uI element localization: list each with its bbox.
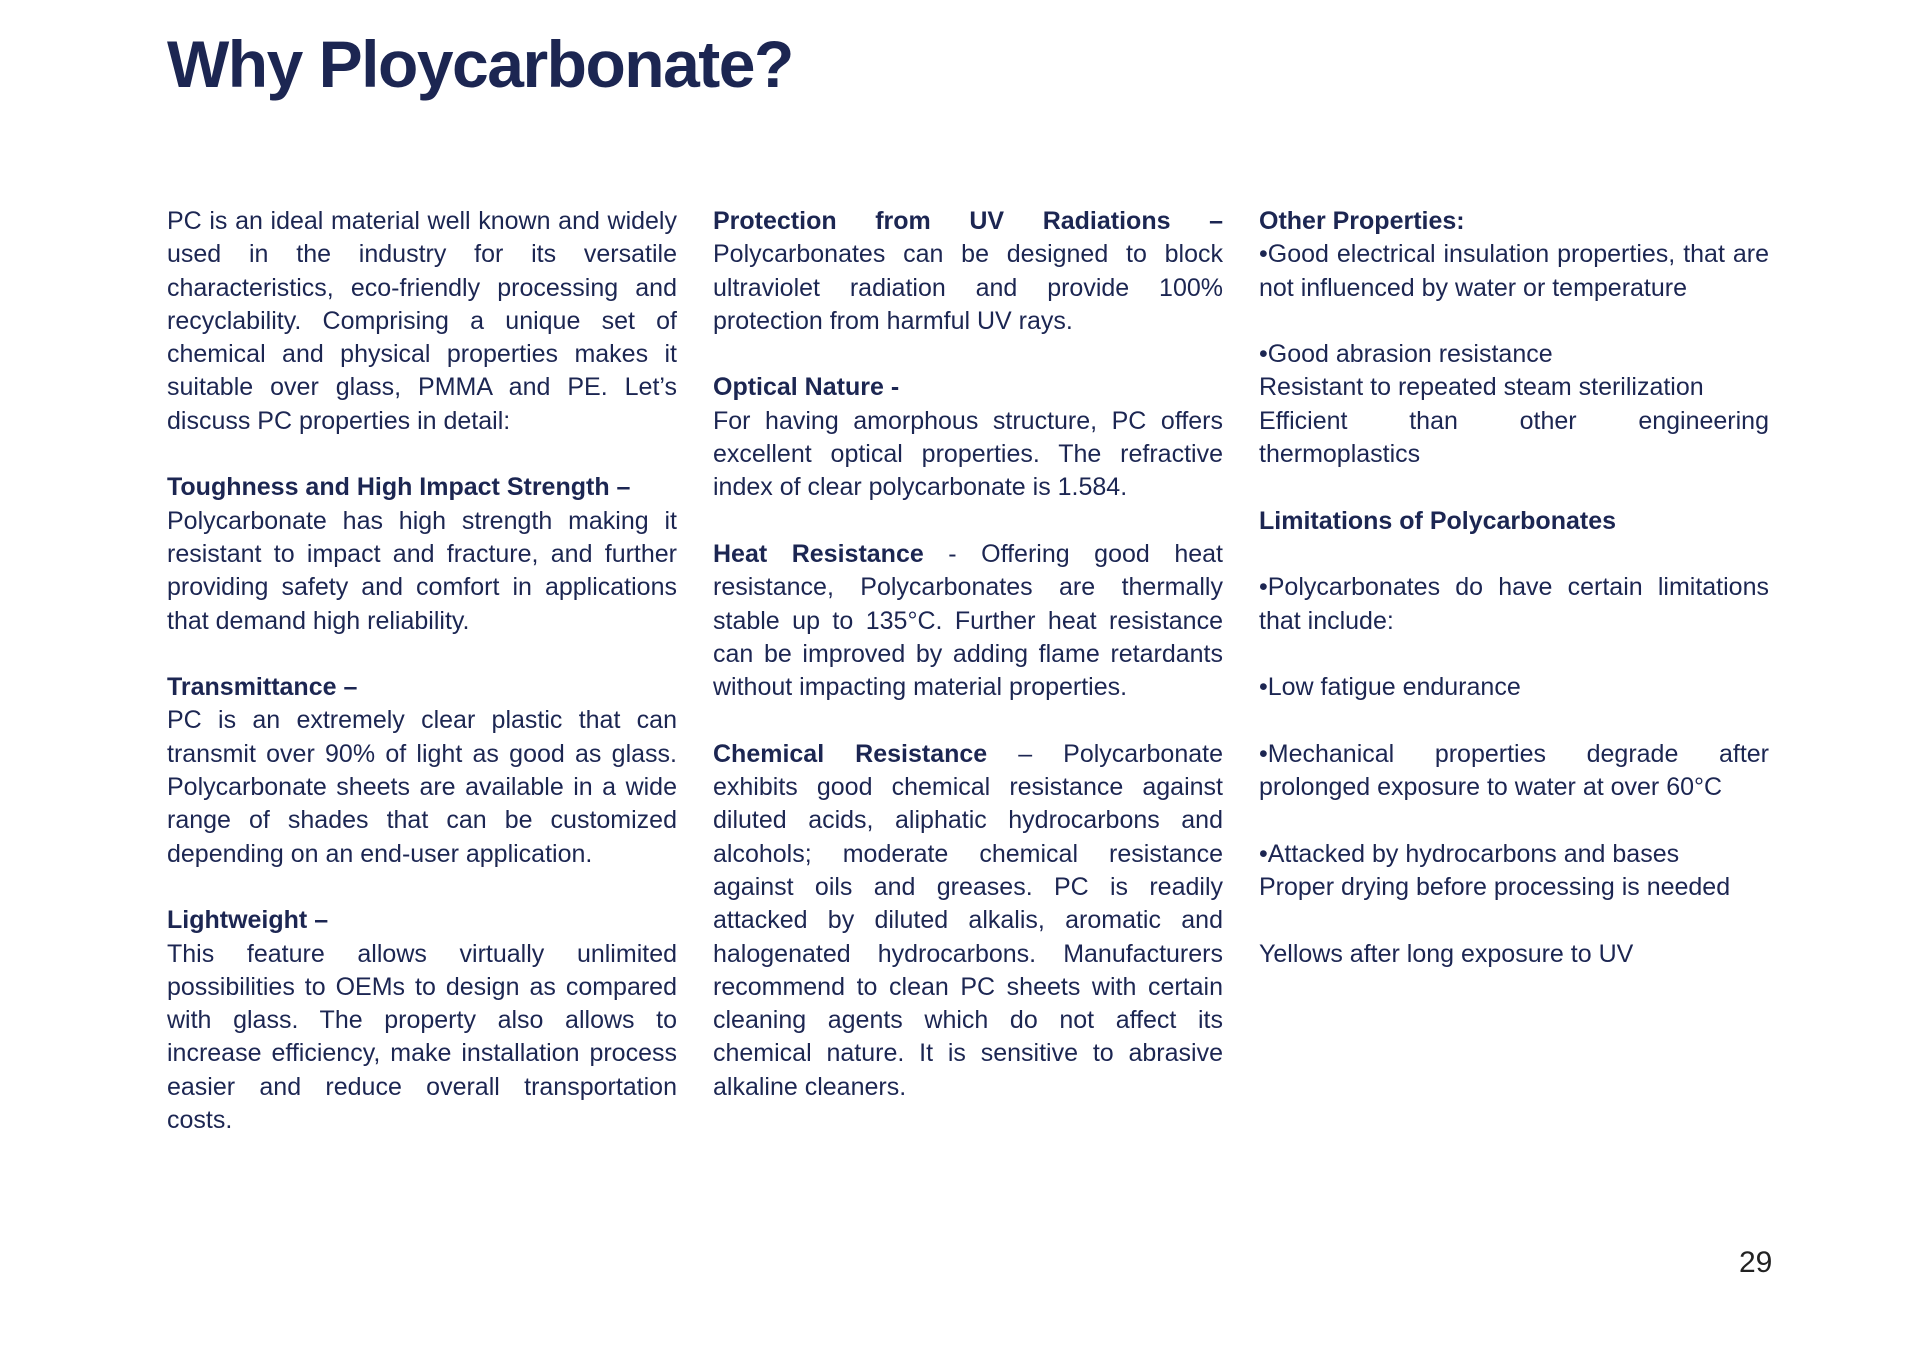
optical-heading: Optical Nature -	[713, 373, 900, 402]
limitations-fatigue: •Low fatigue endurance	[1259, 673, 1521, 702]
transmittance-heading: Transmittance –	[167, 673, 358, 702]
uv-section	[713, 205, 1223, 338]
optical-section	[713, 371, 1223, 504]
other-properties-heading: Other Properties:	[1259, 207, 1465, 235]
toughness-heading: Toughness and High Impact Strength –	[167, 473, 631, 502]
heat-text: - Offering good heat resistance, Polycarbonates are thermally stable up to 135°C. Further heat resistance can be improved by adding flame retardants without impacting material properties.	[713, 539, 1223, 702]
limitations-drying: Proper drying before processing is needed	[1259, 872, 1731, 901]
chemical-heading: Chemical Resistance	[713, 739, 988, 768]
chemical-text: – Polycarbonate exhibits good chemical resistance against diluted acids, aliphatic hydrocarbons and alcohols; moderate chemical resistance against oils and greases. PC is readily attacked by diluted alkalis, aromatic and halogenated hydrocarbons. Manufacturers recommend to clean PC sheets with certain cleaning agents which do not affect its chemical nature. It is sensitive to abrasive alkaline cleaners.	[713, 739, 1223, 1101]
toughness-text: Polycarbonate has high strength making it resistant to impact and fracture, and further providing safety and comfort in applications that demand high reliability.	[167, 506, 677, 635]
uv-text: Polycarbonates can be designed to block ultraviolet radiation and provide 100% protection from harmful UV rays.	[713, 240, 1223, 335]
limitations-heading-block	[1259, 505, 1769, 538]
transmittance-section	[167, 671, 677, 871]
page-number: 29	[1739, 1246, 1773, 1279]
uv-heading: Protection from UV Radiations –	[713, 207, 1223, 235]
page-title: Why Ploycarbonate?	[167, 27, 793, 101]
heat-section	[713, 538, 1223, 704]
optical-text: For having amorphous structure, PC offers excellent optical properties. The refractive index of clear polycarbonate is 1.584.	[713, 406, 1223, 502]
other-item-sterilization: Resistant to repeated steam sterilization	[1259, 373, 1704, 402]
column-right	[1259, 205, 1769, 1004]
other-properties-list	[1259, 338, 1769, 471]
column-middle	[713, 205, 1223, 1137]
limitations-yellowing: Yellows after long exposure to UV	[1259, 939, 1634, 968]
lightweight-text: This feature allows virtually unlimited possibilities to OEMs to design as compared with glass. The property also allows to increase efficiency, make installation process easier and reduce overall transportation costs.	[167, 939, 677, 1135]
intro-paragraph: PC is an ideal material well known and widely used in the industry for its versatile characteristics, eco-friendly processing and recyclability. Comprising a unique set of chemical and physical properties makes it suitable over glass, PMMA and PE. Let’s discuss PC properties in detail:	[167, 207, 677, 435]
limitations-intro: •Polycarbonates do have certain limitations that include:	[1259, 573, 1769, 635]
lightweight-heading: Lightweight –	[167, 906, 329, 935]
other-properties-section	[1259, 205, 1769, 305]
transmittance-text: PC is an extremely clear plastic that can transmit over 90% of light as good as glass. Polycarbonate sheets are available in a wide range of shades that can be customized depending on an end-user application.	[167, 706, 677, 868]
toughness-section	[167, 471, 677, 637]
column-left	[167, 205, 677, 1171]
limitations-mechanical: •Mechanical properties degrade after prolonged exposure to water at over 60°C	[1259, 739, 1769, 802]
other-item-efficient: Efficient than other engineering thermoplastics	[1259, 406, 1769, 469]
other-item-insulation: •Good electrical insulation properties, that are not influenced by water or temperature	[1259, 240, 1769, 302]
lightweight-section	[167, 904, 677, 1137]
other-item-abrasion: •Good abrasion resistance	[1259, 340, 1553, 369]
heat-heading: Heat Resistance	[713, 539, 924, 568]
limitations-attack-section	[1259, 838, 1769, 905]
limitations-heading: Limitations of Polycarbonates	[1259, 506, 1617, 535]
chemical-section	[713, 738, 1223, 1104]
limitations-attacked: •Attacked by hydrocarbons and bases	[1259, 839, 1680, 868]
